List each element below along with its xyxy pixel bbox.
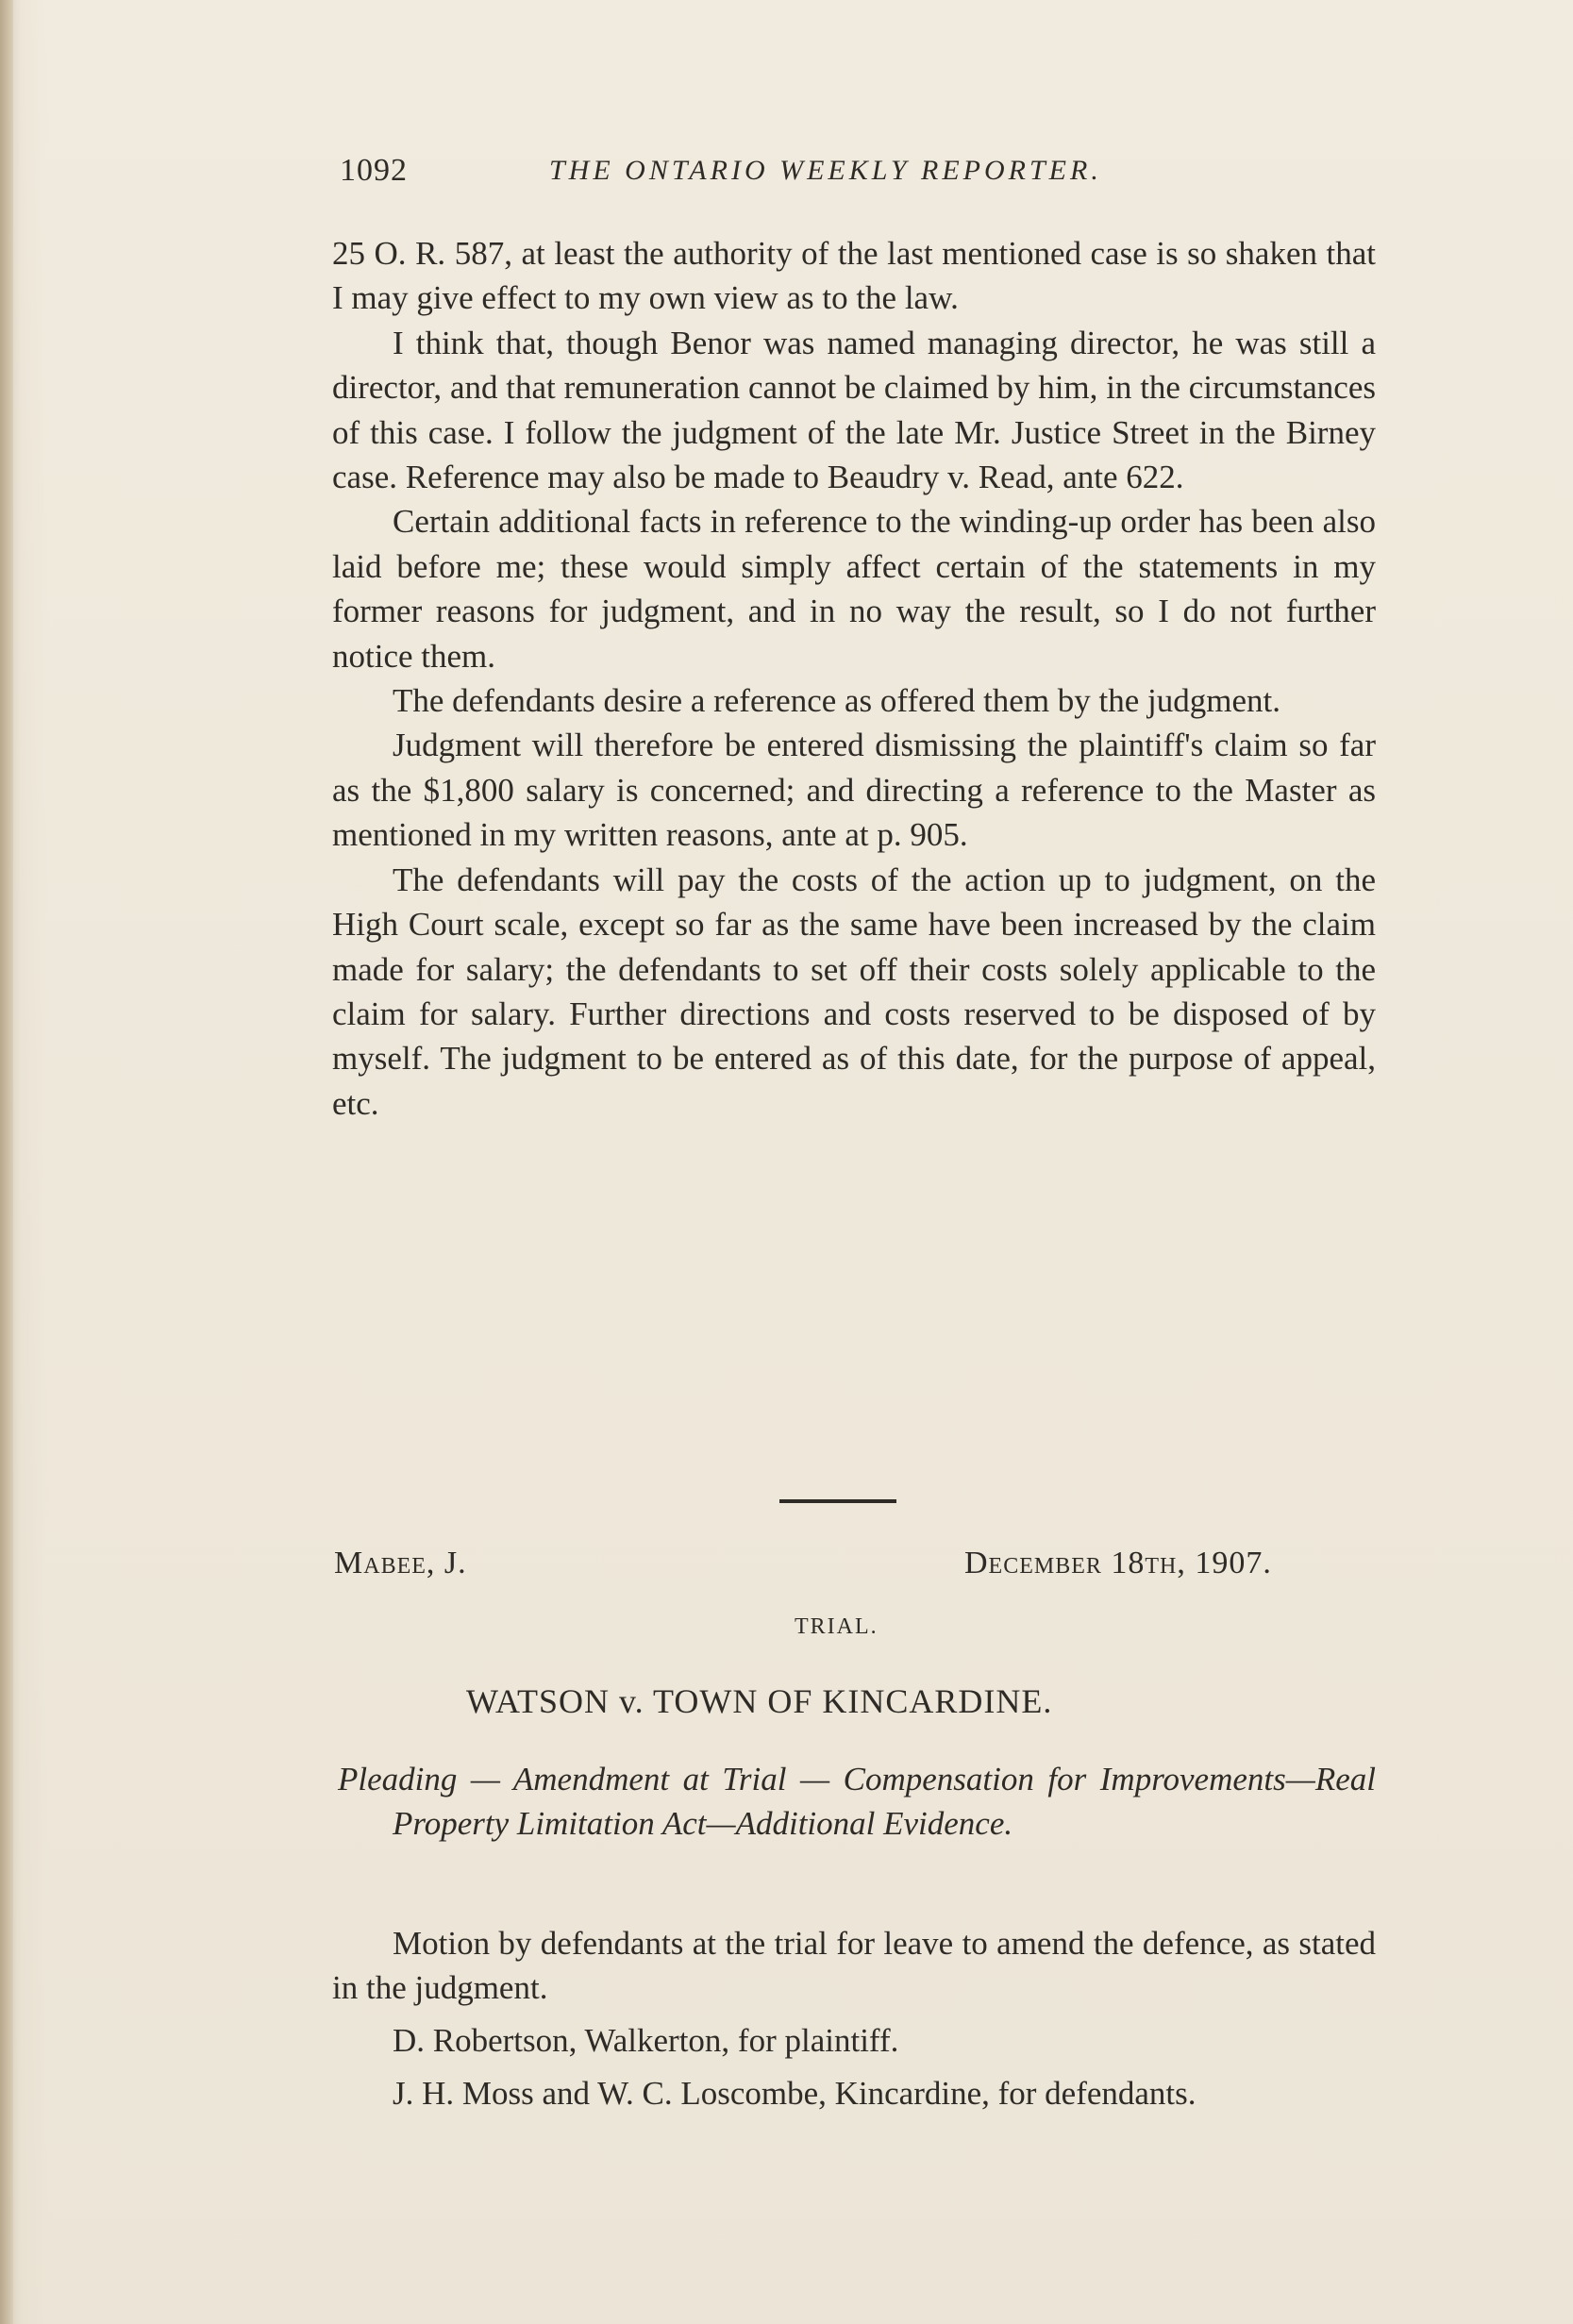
paragraph-continuation: 25 O. R. 587, at least the authority of the last mentioned case is so shaken that I may give effect to my own view as to the law. (332, 235, 1376, 317)
book-spine-shadow (0, 0, 13, 2324)
paragraph-judgment-entered: Judgment will therefore be entered dismissing the plaintiff's claim so far as the $1,800 salary is concerned; and directing a reference to the Master as mentioned in my written reasons, ante at p. 905. (332, 727, 1376, 854)
headnote (338, 1757, 1376, 1846)
motion-text: Motion by defendants at the trial for leave to amend the defence, as stated in the judgment. (332, 1925, 1376, 2006)
case-details (332, 1921, 1376, 2124)
counsel-plaintiff: D. Robertson, Walkerton, for plaintiff. (393, 2022, 899, 2059)
paragraph-additional-facts: Certain additional facts in reference to the winding-up order has been also laid before me; these would simply affect certain of the statements in my former reasons for judgment, and in no way the result, so I do not further notice them. (332, 503, 1376, 675)
paragraph-reference: The defendants desire a reference as offered them by the judgment. (393, 682, 1281, 720)
judgment-body (332, 231, 1376, 1126)
trial-label: TRIAL. (795, 1614, 879, 1639)
page-header (340, 153, 1378, 200)
paragraph-costs: The defendants will pay the costs of the action up to judgment, on the High Court scale, except so far as the same have been increased by the claim made for salary; the defendants to set off their costs solely applicable to the claim for salary. Further directions and costs reserved to be disposed of by myself. The judgment to be entered as of this date, for the purpose of appeal, etc. (332, 861, 1376, 1122)
judge-name: Mabee, J. (334, 1546, 467, 1580)
judgment-date: December 18th, 1907. (964, 1546, 1272, 1580)
case-title: WATSON v. TOWN OF KINCARDINE. (466, 1682, 1053, 1720)
running-title: THE ONTARIO WEEKLY REPORTER. (549, 155, 1102, 186)
page-number: 1092 (340, 153, 408, 188)
section-divider (779, 1499, 896, 1503)
headnote-text: Pleading — Amendment at Trial — Compensation for Improvements—Real Property Limitation Act—Additional Evidence. (338, 1761, 1376, 1842)
counsel-defendants: J. H. Moss and W. C. Loscombe, Kincardine, for defendants. (393, 2075, 1196, 2112)
paragraph-director: I think that, though Benor was named managing director, he was still a director, and that remuneration cannot be claimed by him, in the circumstances of this case. I follow the judgment of the late Mr. Justice Street in the Birney case. Reference may also be made to Beaudry v. Read, ante 622. (332, 324, 1376, 496)
